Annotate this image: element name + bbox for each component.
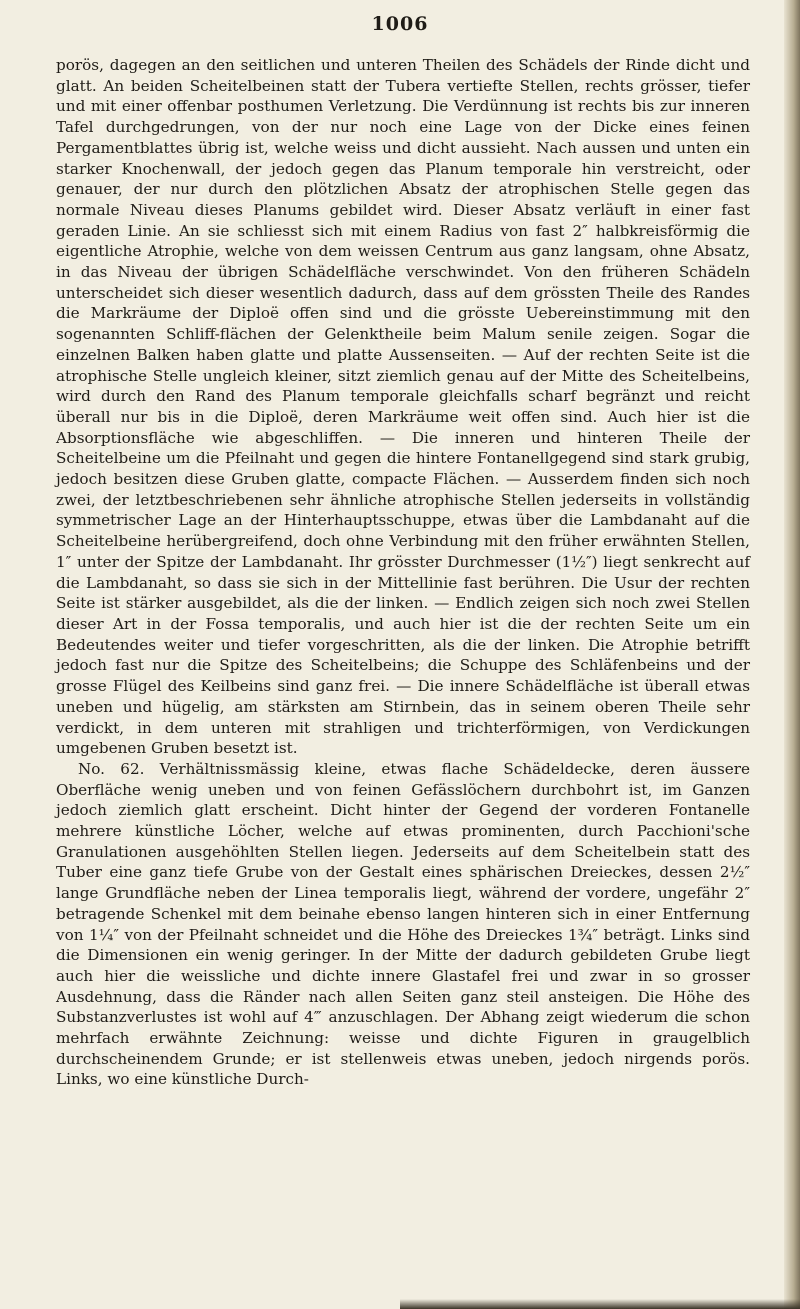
bottom-edge-shadow <box>400 1299 800 1309</box>
page-number: 1006 <box>371 13 429 35</box>
paragraph-1: porös, dagegen an den seitlichen und unteren Theilen des Schädels der Rinde dicht und glatt. An beiden Scheitelbeinen statt der Tubera vertiefte Stellen, rechts grösser, tiefer und mit einer offenbar posthumen Verletzung. Die Verdünnung ist rechts bis zur inneren Tafel durchgedrungen, von der nur noch eine Lage von der Dicke eines feinen Pergamentblattes übrig ist, welche weiss und dicht aussieht. Nach aussen und unten ein starker Knochenwall, der jedoch gegen das Planum temporale hin verstreicht, oder genauer, der nur durch den plötzlichen Absatz der atrophischen Stelle gegen das normale Niveau dieses Planums gebildet wird. Dieser Absatz verläuft in einer fast geraden Linie. An sie schliesst sich mit einem Radius von fast 2″ halbkreisförmig die eigentliche Atrophie, welche von dem weissen Centrum aus ganz langsam, ohne Absatz, in das Niveau der übrigen Schädelfläche verschwindet. Von den früheren Schädeln unterscheidet sich dieser wesentlich dadurch, dass auf dem grössten Theile des Randes die Markräume der Diploë offen sind und die grösste Uebereinstimmung mit den sogenannten Schliff-flächen der Gelenktheile beim Malum senile zeigen. Sogar die einzelnen Balken haben glatte und platte Aussenseiten. — Auf der rechten Seite ist die atrophische Stelle ungleich kleiner, sitzt ziemlich genau auf der Mitte des Scheitelbeins, wird durch den Rand des Planum temporale gleichfalls scharf begränzt und reicht überall nur bis in die Diploë, deren Markräume weit offen sind. Auch hier ist die Absorptionsfläche wie abgeschliffen. — Die inneren und hinteren Theile der Scheitelbeine um die Pfeilnaht und gegen die hintere Fontanellgegend sind stark grubig, jedoch besitzen diese Gruben glatte, compacte Flächen. — Ausserdem finden sich noch zwei, der letztbeschriebenen sehr ähnliche atrophische Stellen jederseits in vollständig symmetrischer Lage an der Hinterhauptsschuppe, etwas über die Lambdanaht auf die Scheitelbeine herübergreifend, doch ohne Verbindung mit den früher erwähnten Stellen, 1″ unter der Spitze der Lambdanaht. Ihr grösster Durchmesser (1½″) liegt senkrecht auf die Lambdanaht, so dass sie sich in der Mittellinie fast berühren. Die Usur der rechten Seite ist stärker ausgebildet, als die der linken. — Endlich zeigen sich noch zwei Stellen dieser Art in der Fossa temporalis, und auch hier ist die der rechten Seite um ein Bedeutendes weiter und tiefer vorgeschritten, als die der linken. Die Atrophie betrifft jedoch fast nur die Spitze des Scheitelbeins; die Schuppe des Schläfenbeins und der grosse Flügel des Keilbeins sind ganz frei. — Die innere Schädelfläche ist überall etwas uneben und hügelig, am stärksten am Stirnbein, das in seinem oberen Theile sehr verdickt, in dem unteren mit strahligen und trichterförmigen, von Verdickungen umgebenen Gruben besetzt ist. <box>56 56 750 758</box>
page-edge-shadow <box>784 0 800 1309</box>
paragraph-2: No. 62. Verhältnissmässig kleine, etwas flache Schädeldecke, deren äussere Oberfläche wenig uneben und von feinen Gefässlöchern durchbohrt ist, im Ganzen jedoch ziemlich glatt erscheint. Dicht hinter der Gegend der vorderen Fontanelle mehrere künstliche Löcher, welche auf etwas prominenten, durch Pacchioni'sche Granulationen ausgehöhlten Stellen liegen. Jederseits auf dem Scheitelbein statt des Tuber eine ganz tiefe Grube von der Gestalt eines sphärischen Dreieckes, dessen 2½″ lange Grundfläche neben der Linea temporalis liegt, während der vordere, ungefähr 2″ betragende Schenkel mit dem beinahe ebenso langen hinteren sich in einer Entfernung von 1¼″ von der Pfeilnaht schneidet und die Höhe des Dreieckes 1¾″ beträgt. Links sind die Dimensionen ein wenig geringer. In der Mitte der dadurch gebildeten Grube liegt auch hier die weissliche und dichte innere Glastafel frei und zwar in so grosser Ausdehnung, dass die Ränder nach allen Seiten ganz steil ansteigen. Die Höhe des Substanzverlustes ist wohl auf 4‴ anzuschlagen. Der Abhang zeigt wiederum die schon mehrfach erwähnte Zeichnung: weisse und dichte Figuren in graugelblich durchscheinendem Grunde; er ist stellenweis etwas uneben, jedoch nirgends porös. Links, wo eine künstliche Durch- <box>56 759 750 1089</box>
text-body <box>56 55 750 1090</box>
